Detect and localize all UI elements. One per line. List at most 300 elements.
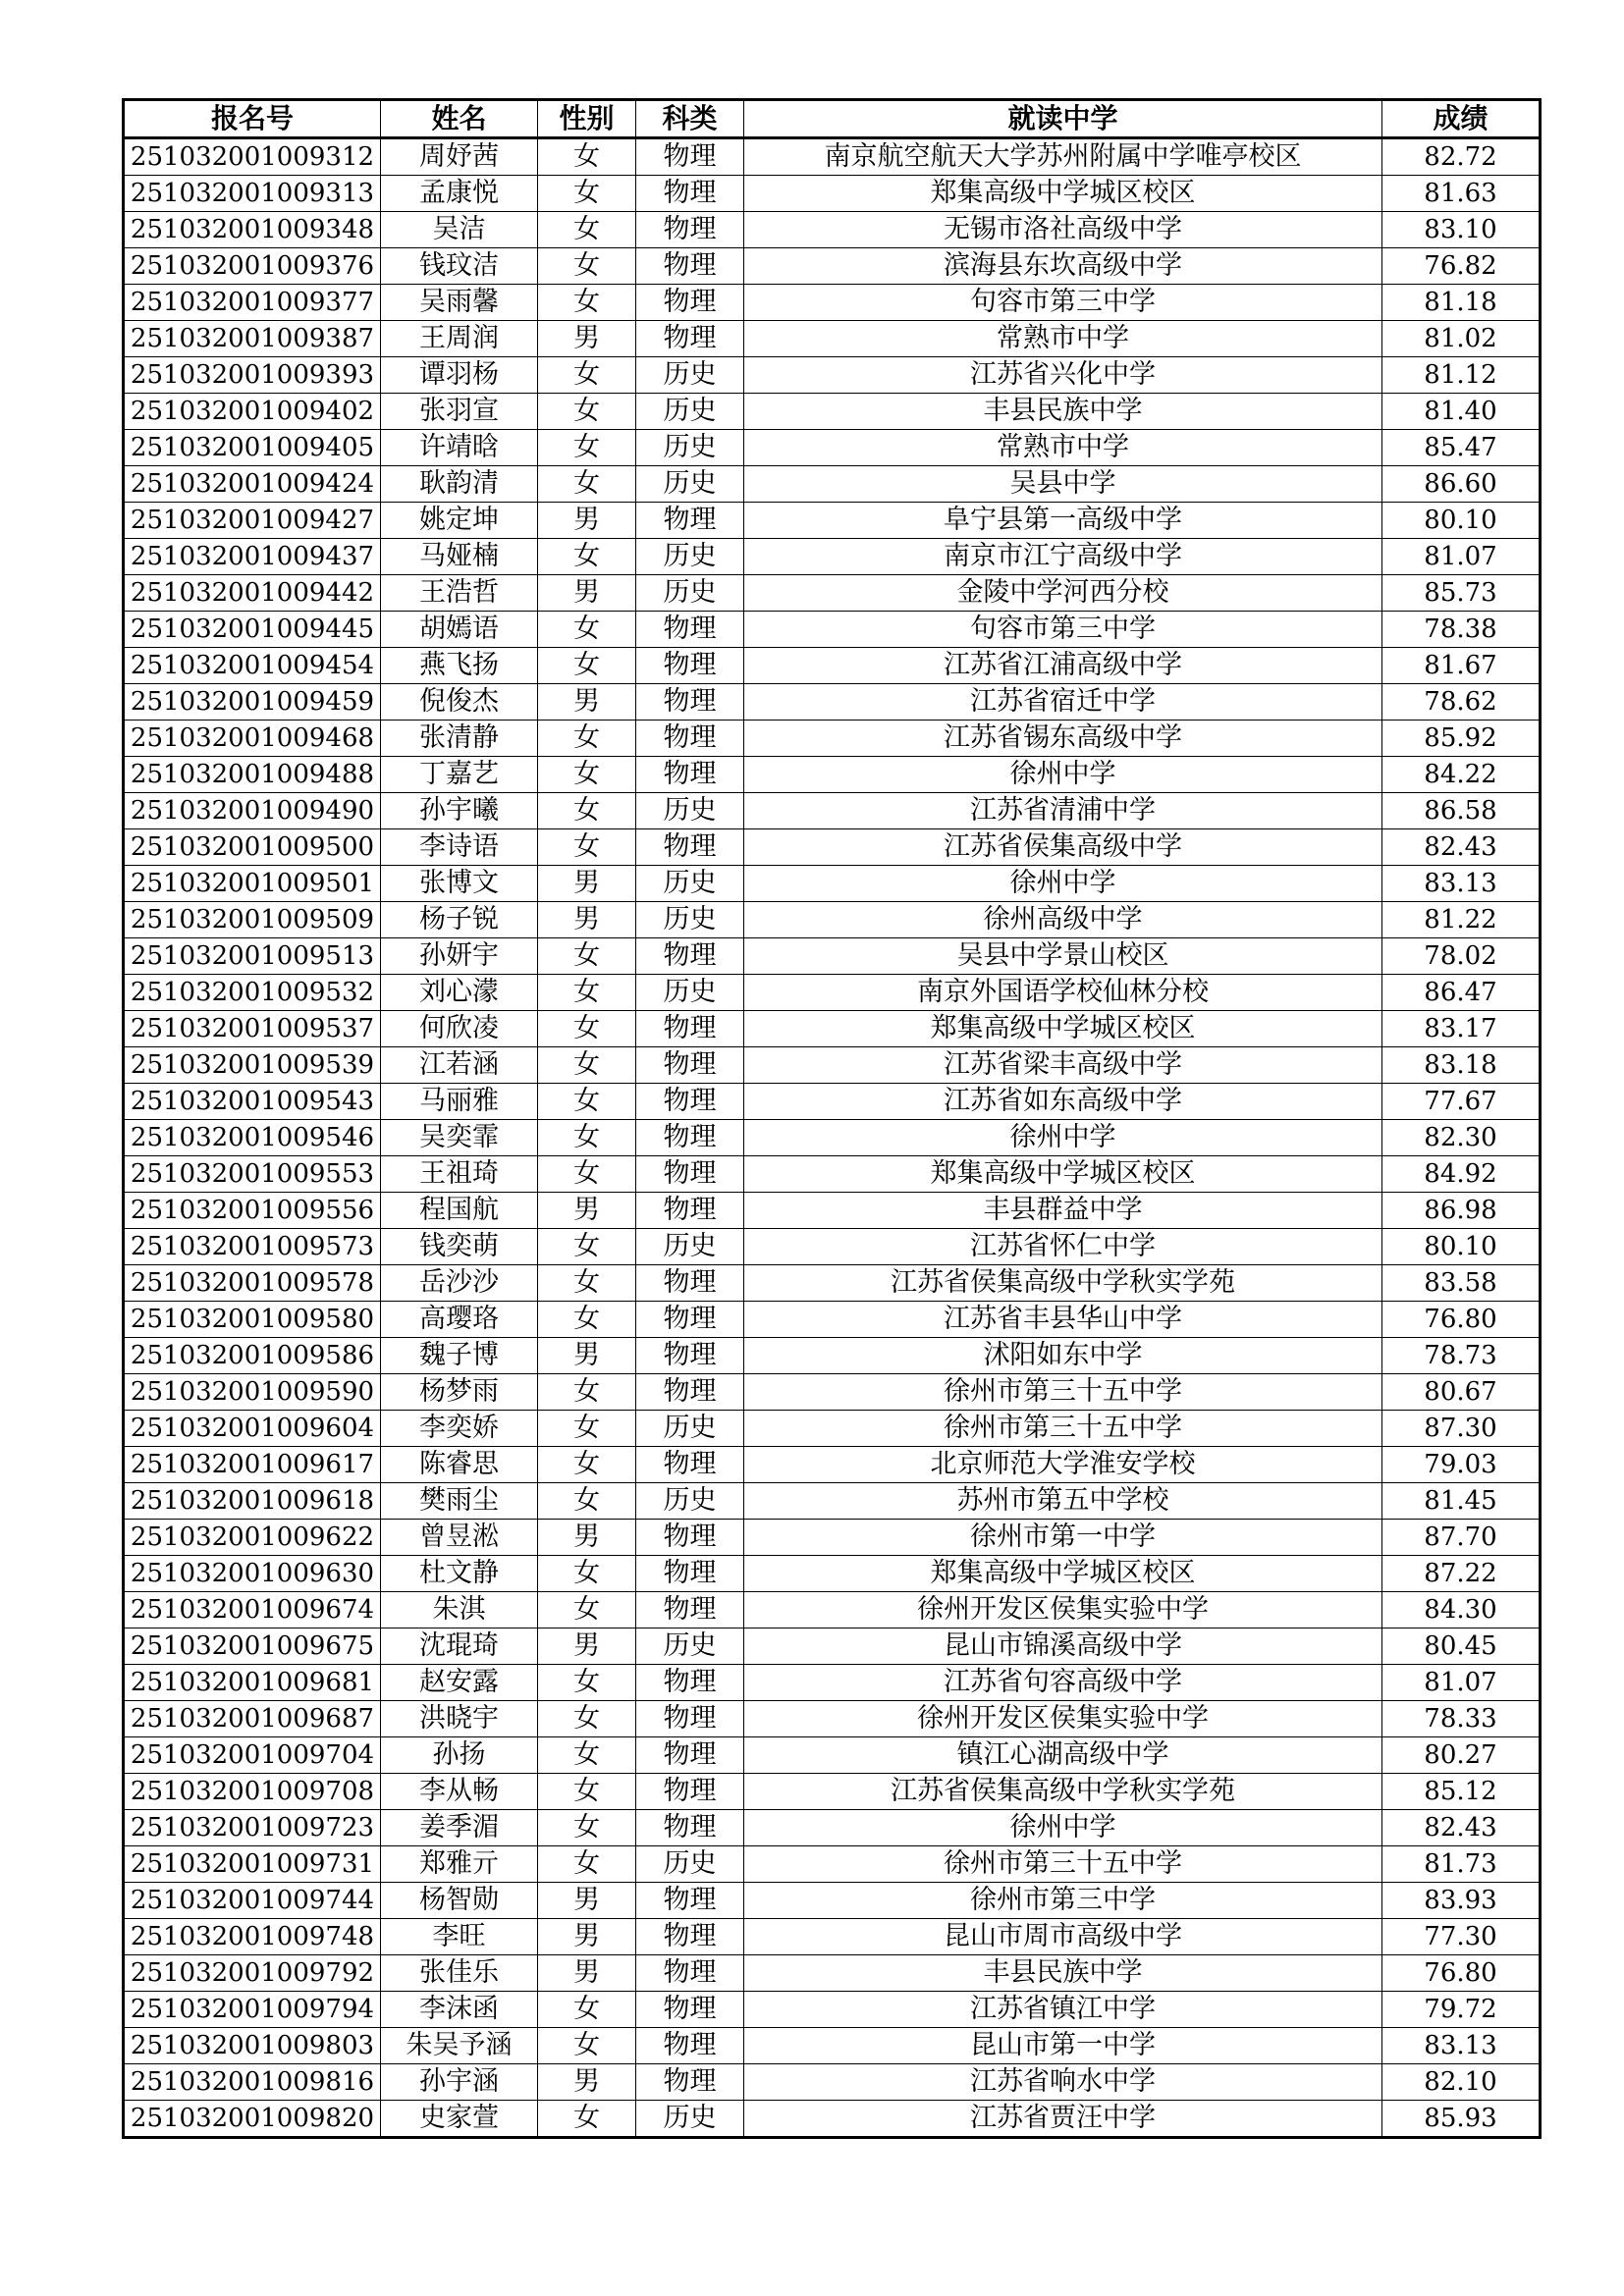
subject-track-cell: 历史 [636, 430, 744, 466]
subject-track-cell: 历史 [636, 1846, 744, 1883]
school-cell: 徐州市第三十五中学 [744, 1846, 1382, 1883]
score-cell: 86.58 [1382, 793, 1541, 829]
subject-track-cell: 物理 [636, 684, 744, 721]
school-cell: 南京外国语学校仙林分校 [744, 975, 1382, 1011]
subject-track-cell: 物理 [636, 1919, 744, 1955]
subject-track-cell: 物理 [636, 138, 744, 176]
school-cell: 吴县中学 [744, 466, 1382, 503]
table-row [124, 1411, 1541, 1447]
gender-cell: 女 [538, 1265, 636, 1302]
name-cell: 吴奕霏 [381, 1120, 538, 1156]
table-row [124, 1047, 1541, 1084]
school-cell: 徐州中学 [744, 1120, 1382, 1156]
gender-cell: 男 [538, 1338, 636, 1374]
table-body [124, 138, 1541, 2138]
registration-number-cell: 251032001009442 [124, 575, 381, 612]
subject-track-cell: 物理 [636, 1556, 744, 1592]
school-cell: 江苏省丰县华山中学 [744, 1302, 1382, 1338]
subject-track-cell: 物理 [636, 176, 744, 212]
school-cell: 金陵中学河西分校 [744, 575, 1382, 612]
school-cell: 南京航空航天大学苏州附属中学唯亭校区 [744, 138, 1382, 176]
gender-cell: 女 [538, 1047, 636, 1084]
table-row [124, 721, 1541, 757]
subject-track-cell: 物理 [636, 248, 744, 285]
subject-track-cell: 物理 [636, 1447, 744, 1483]
name-cell: 李旺 [381, 1919, 538, 1955]
score-cell: 86.98 [1382, 1193, 1541, 1229]
subject-track-cell: 物理 [636, 1374, 744, 1411]
school-cell: 江苏省如东高级中学 [744, 1084, 1382, 1120]
table-row [124, 1483, 1541, 1520]
registration-number-cell: 251032001009820 [124, 2101, 381, 2138]
table-row [124, 1774, 1541, 1810]
name-cell: 张清静 [381, 721, 538, 757]
gender-cell: 女 [538, 1592, 636, 1629]
school-cell: 丰县民族中学 [744, 1955, 1382, 1992]
subject-track-cell: 历史 [636, 394, 744, 430]
score-cell: 80.10 [1382, 503, 1541, 539]
gender-cell: 女 [538, 394, 636, 430]
gender-cell: 女 [538, 829, 636, 866]
score-cell: 81.18 [1382, 285, 1541, 321]
table-row [124, 757, 1541, 793]
school-cell: 江苏省贾汪中学 [744, 2101, 1382, 2138]
name-cell: 杨智勋 [381, 1883, 538, 1919]
subject-track-cell: 历史 [636, 357, 744, 394]
table-row [124, 1229, 1541, 1265]
roster-table [122, 98, 1542, 2139]
gender-cell: 女 [538, 612, 636, 648]
name-cell: 赵安露 [381, 1665, 538, 1701]
table-row [124, 212, 1541, 248]
name-cell: 江若涵 [381, 1047, 538, 1084]
table-row [124, 466, 1541, 503]
score-cell: 84.30 [1382, 1592, 1541, 1629]
school-cell: 江苏省侯集高级中学秋实学苑 [744, 1774, 1382, 1810]
table-row [124, 1338, 1541, 1374]
table-row [124, 2101, 1541, 2138]
registration-number-cell: 251032001009617 [124, 1447, 381, 1483]
school-cell: 郑集高级中学城区校区 [744, 1156, 1382, 1193]
gender-cell: 女 [538, 1302, 636, 1338]
gender-cell: 女 [538, 248, 636, 285]
registration-number-cell: 251032001009543 [124, 1084, 381, 1120]
registration-number-cell: 251032001009586 [124, 1338, 381, 1374]
score-cell: 87.22 [1382, 1556, 1541, 1592]
subject-track-cell: 物理 [636, 2064, 744, 2101]
score-cell: 85.93 [1382, 2101, 1541, 2138]
score-cell: 77.30 [1382, 1919, 1541, 1955]
school-cell: 江苏省侯集高级中学秋实学苑 [744, 1265, 1382, 1302]
table-row [124, 1265, 1541, 1302]
score-cell: 85.12 [1382, 1774, 1541, 1810]
registration-number-cell: 251032001009618 [124, 1483, 381, 1520]
table-row [124, 684, 1541, 721]
subject-track-cell: 物理 [636, 2028, 744, 2064]
name-cell: 李诗语 [381, 829, 538, 866]
school-cell: 徐州开发区侯集实验中学 [744, 1701, 1382, 1737]
gender-cell: 女 [538, 648, 636, 684]
table-row [124, 1447, 1541, 1483]
name-cell: 王祖琦 [381, 1156, 538, 1193]
name-cell: 李从畅 [381, 1774, 538, 1810]
score-cell: 78.38 [1382, 612, 1541, 648]
name-cell: 王周润 [381, 321, 538, 357]
school-cell: 郑集高级中学城区校区 [744, 1556, 1382, 1592]
subject-track-cell: 历史 [636, 539, 744, 575]
school-cell: 常熟市中学 [744, 430, 1382, 466]
table-row [124, 1883, 1541, 1919]
gender-cell: 女 [538, 539, 636, 575]
gender-cell: 女 [538, 285, 636, 321]
name-cell: 倪俊杰 [381, 684, 538, 721]
registration-number-cell: 251032001009748 [124, 1919, 381, 1955]
score-cell: 82.43 [1382, 829, 1541, 866]
gender-cell: 男 [538, 902, 636, 938]
gender-cell: 女 [538, 1156, 636, 1193]
name-cell: 姜季湄 [381, 1810, 538, 1846]
registration-number-cell: 251032001009553 [124, 1156, 381, 1193]
gender-cell: 女 [538, 1737, 636, 1774]
registration-number-cell: 251032001009556 [124, 1193, 381, 1229]
school-cell: 丰县群益中学 [744, 1193, 1382, 1229]
subject-track-cell: 历史 [636, 1411, 744, 1447]
gender-cell: 女 [538, 721, 636, 757]
subject-track-cell: 物理 [636, 648, 744, 684]
subject-track-cell: 物理 [636, 829, 744, 866]
subject-track-cell: 物理 [636, 1302, 744, 1338]
score-cell: 80.45 [1382, 1629, 1541, 1665]
table-row [124, 248, 1541, 285]
score-cell: 83.13 [1382, 866, 1541, 902]
table-row [124, 1955, 1541, 1992]
score-cell: 81.07 [1382, 539, 1541, 575]
table-row [124, 1302, 1541, 1338]
registration-number-cell: 251032001009604 [124, 1411, 381, 1447]
subject-track-cell: 物理 [636, 1810, 744, 1846]
name-cell: 刘心濛 [381, 975, 538, 1011]
subject-track-cell: 物理 [636, 1992, 744, 2028]
name-cell: 谭羽杨 [381, 357, 538, 394]
gender-cell: 女 [538, 1229, 636, 1265]
school-cell: 江苏省响水中学 [744, 2064, 1382, 2101]
subject-track-cell: 物理 [636, 757, 744, 793]
table-row [124, 793, 1541, 829]
school-cell: 阜宁县第一高级中学 [744, 503, 1382, 539]
gender-cell: 女 [538, 138, 636, 176]
school-cell: 句容市第三中学 [744, 285, 1382, 321]
score-cell: 85.92 [1382, 721, 1541, 757]
registration-number-cell: 251032001009546 [124, 1120, 381, 1156]
subject-track-cell: 物理 [636, 1265, 744, 1302]
school-cell: 徐州高级中学 [744, 902, 1382, 938]
gender-cell: 女 [538, 2028, 636, 2064]
school-cell: 常熟市中学 [744, 321, 1382, 357]
table-row [124, 1592, 1541, 1629]
gender-cell: 女 [538, 212, 636, 248]
score-cell: 82.72 [1382, 138, 1541, 176]
registration-number-cell: 251032001009723 [124, 1810, 381, 1846]
table-row [124, 612, 1541, 648]
registration-number-cell: 251032001009590 [124, 1374, 381, 1411]
score-cell: 82.10 [1382, 2064, 1541, 2101]
registration-number-cell: 251032001009405 [124, 430, 381, 466]
gender-cell: 女 [538, 938, 636, 975]
table-row [124, 1520, 1541, 1556]
gender-cell: 男 [538, 1629, 636, 1665]
name-cell: 张博文 [381, 866, 538, 902]
header-score: 成绩 [1382, 100, 1541, 138]
gender-cell: 男 [538, 1520, 636, 1556]
registration-number-cell: 251032001009468 [124, 721, 381, 757]
subject-track-cell: 物理 [636, 285, 744, 321]
gender-cell: 男 [538, 1193, 636, 1229]
registration-number-cell: 251032001009532 [124, 975, 381, 1011]
registration-number-cell: 251032001009387 [124, 321, 381, 357]
name-cell: 胡嫣语 [381, 612, 538, 648]
registration-number-cell: 251032001009513 [124, 938, 381, 975]
name-cell: 吴洁 [381, 212, 538, 248]
table-row [124, 938, 1541, 975]
subject-track-cell: 历史 [636, 575, 744, 612]
name-cell: 陈睿思 [381, 1447, 538, 1483]
subject-track-cell: 物理 [636, 1520, 744, 1556]
score-cell: 81.73 [1382, 1846, 1541, 1883]
subject-track-cell: 物理 [636, 938, 744, 975]
score-cell: 81.67 [1382, 648, 1541, 684]
score-cell: 80.67 [1382, 1374, 1541, 1411]
score-cell: 78.73 [1382, 1338, 1541, 1374]
gender-cell: 男 [538, 1919, 636, 1955]
table-row [124, 321, 1541, 357]
score-cell: 78.62 [1382, 684, 1541, 721]
registration-number-cell: 251032001009708 [124, 1774, 381, 1810]
name-cell: 沈琨琦 [381, 1629, 538, 1665]
gender-cell: 女 [538, 1556, 636, 1592]
gender-cell: 女 [538, 793, 636, 829]
score-cell: 85.73 [1382, 575, 1541, 612]
table-row [124, 539, 1541, 575]
table-row [124, 2028, 1541, 2064]
gender-cell: 女 [538, 1120, 636, 1156]
name-cell: 洪晓宇 [381, 1701, 538, 1737]
school-cell: 丰县民族中学 [744, 394, 1382, 430]
name-cell: 孙宇涵 [381, 2064, 538, 2101]
school-cell: 江苏省怀仁中学 [744, 1229, 1382, 1265]
name-cell: 王浩哲 [381, 575, 538, 612]
table-row [124, 1629, 1541, 1665]
registration-number-cell: 251032001009816 [124, 2064, 381, 2101]
score-cell: 83.58 [1382, 1265, 1541, 1302]
header-name: 姓名 [381, 100, 538, 138]
registration-number-cell: 251032001009500 [124, 829, 381, 866]
table-row [124, 1810, 1541, 1846]
score-cell: 81.40 [1382, 394, 1541, 430]
gender-cell: 女 [538, 1701, 636, 1737]
score-cell: 83.18 [1382, 1047, 1541, 1084]
registration-number-cell: 251032001009393 [124, 357, 381, 394]
name-cell: 郑雅亓 [381, 1846, 538, 1883]
subject-track-cell: 物理 [636, 1120, 744, 1156]
registration-number-cell: 251032001009312 [124, 138, 381, 176]
name-cell: 何欣凌 [381, 1011, 538, 1047]
school-cell: 昆山市锦溪高级中学 [744, 1629, 1382, 1665]
registration-number-cell: 251032001009501 [124, 866, 381, 902]
table-row [124, 1665, 1541, 1701]
school-cell: 苏州市第五中学校 [744, 1483, 1382, 1520]
school-cell: 江苏省侯集高级中学 [744, 829, 1382, 866]
registration-number-cell: 251032001009377 [124, 285, 381, 321]
school-cell: 徐州中学 [744, 1810, 1382, 1846]
subject-track-cell: 历史 [636, 1229, 744, 1265]
school-cell: 昆山市第一中学 [744, 2028, 1382, 2064]
gender-cell: 女 [538, 466, 636, 503]
name-cell: 耿韵清 [381, 466, 538, 503]
gender-cell: 女 [538, 1483, 636, 1520]
name-cell: 钱奕萌 [381, 1229, 538, 1265]
name-cell: 吴雨馨 [381, 285, 538, 321]
table-row [124, 1846, 1541, 1883]
school-cell: 江苏省镇江中学 [744, 1992, 1382, 2028]
name-cell: 姚定坤 [381, 503, 538, 539]
subject-track-cell: 物理 [636, 321, 744, 357]
registration-number-cell: 251032001009573 [124, 1229, 381, 1265]
gender-cell: 男 [538, 503, 636, 539]
name-cell: 魏子博 [381, 1338, 538, 1374]
gender-cell: 女 [538, 357, 636, 394]
registration-number-cell: 251032001009622 [124, 1520, 381, 1556]
name-cell: 程国航 [381, 1193, 538, 1229]
subject-track-cell: 物理 [636, 1737, 744, 1774]
table-row [124, 430, 1541, 466]
gender-cell: 男 [538, 575, 636, 612]
school-cell: 江苏省清浦中学 [744, 793, 1382, 829]
registration-number-cell: 251032001009402 [124, 394, 381, 430]
score-cell: 87.30 [1382, 1411, 1541, 1447]
registration-number-cell: 251032001009674 [124, 1592, 381, 1629]
score-cell: 85.47 [1382, 430, 1541, 466]
school-cell: 吴县中学景山校区 [744, 938, 1382, 975]
subject-track-cell: 历史 [636, 975, 744, 1011]
table-row [124, 829, 1541, 866]
score-cell: 83.17 [1382, 1011, 1541, 1047]
name-cell: 孟康悦 [381, 176, 538, 212]
registration-number-cell: 251032001009578 [124, 1265, 381, 1302]
registration-number-cell: 251032001009445 [124, 612, 381, 648]
gender-cell: 男 [538, 866, 636, 902]
school-cell: 滨海县东坎高级中学 [744, 248, 1382, 285]
table-row [124, 902, 1541, 938]
subject-track-cell: 历史 [636, 1629, 744, 1665]
school-cell: 郑集高级中学城区校区 [744, 176, 1382, 212]
table-row [124, 648, 1541, 684]
score-cell: 81.02 [1382, 321, 1541, 357]
table-row [124, 176, 1541, 212]
registration-number-cell: 251032001009630 [124, 1556, 381, 1592]
subject-track-cell: 物理 [636, 1047, 744, 1084]
registration-number-cell: 251032001009424 [124, 466, 381, 503]
score-cell: 81.07 [1382, 1665, 1541, 1701]
name-cell: 朱淇 [381, 1592, 538, 1629]
gender-cell: 男 [538, 1955, 636, 1992]
score-cell: 81.12 [1382, 357, 1541, 394]
subject-track-cell: 物理 [636, 503, 744, 539]
name-cell: 燕飞扬 [381, 648, 538, 684]
score-cell: 83.13 [1382, 2028, 1541, 2064]
table-row [124, 1193, 1541, 1229]
subject-track-cell: 物理 [636, 1084, 744, 1120]
gender-cell: 女 [538, 757, 636, 793]
name-cell: 朱吴予涵 [381, 2028, 538, 2064]
name-cell: 马丽雅 [381, 1084, 538, 1120]
table-row [124, 2064, 1541, 2101]
school-cell: 句容市第三中学 [744, 612, 1382, 648]
gender-cell: 女 [538, 1774, 636, 1810]
subject-track-cell: 物理 [636, 1156, 744, 1193]
registration-number-cell: 251032001009459 [124, 684, 381, 721]
subject-track-cell: 历史 [636, 866, 744, 902]
school-cell: 镇江心湖高级中学 [744, 1737, 1382, 1774]
name-cell: 张羽宣 [381, 394, 538, 430]
name-cell: 杜文静 [381, 1556, 538, 1592]
score-cell: 79.03 [1382, 1447, 1541, 1483]
gender-cell: 女 [538, 430, 636, 466]
table-row [124, 1701, 1541, 1737]
school-cell: 无锡市洛社高级中学 [744, 212, 1382, 248]
gender-cell: 男 [538, 321, 636, 357]
table-row [124, 1556, 1541, 1592]
score-cell: 81.45 [1382, 1483, 1541, 1520]
subject-track-cell: 历史 [636, 1483, 744, 1520]
name-cell: 孙妍宇 [381, 938, 538, 975]
registration-number-cell: 251032001009509 [124, 902, 381, 938]
name-cell: 史家萱 [381, 2101, 538, 2138]
gender-cell: 女 [538, 176, 636, 212]
header-registration-number: 报名号 [124, 100, 381, 138]
school-cell: 江苏省锡东高级中学 [744, 721, 1382, 757]
score-cell: 77.67 [1382, 1084, 1541, 1120]
school-cell: 沭阳如东中学 [744, 1338, 1382, 1374]
subject-track-cell: 历史 [636, 466, 744, 503]
registration-number-cell: 251032001009490 [124, 793, 381, 829]
gender-cell: 女 [538, 1011, 636, 1047]
registration-number-cell: 251032001009539 [124, 1047, 381, 1084]
name-cell: 丁嘉艺 [381, 757, 538, 793]
gender-cell: 女 [538, 1447, 636, 1483]
name-cell: 钱玟洁 [381, 248, 538, 285]
table-row [124, 575, 1541, 612]
name-cell: 李奕娇 [381, 1411, 538, 1447]
registration-number-cell: 251032001009704 [124, 1737, 381, 1774]
name-cell: 樊雨尘 [381, 1483, 538, 1520]
school-cell: 江苏省句容高级中学 [744, 1665, 1382, 1701]
registration-number-cell: 251032001009803 [124, 2028, 381, 2064]
header-gender: 性别 [538, 100, 636, 138]
subject-track-cell: 历史 [636, 793, 744, 829]
table-row [124, 1374, 1541, 1411]
subject-track-cell: 物理 [636, 1955, 744, 1992]
registration-number-cell: 251032001009437 [124, 539, 381, 575]
score-cell: 80.10 [1382, 1229, 1541, 1265]
table-row [124, 357, 1541, 394]
table-row [124, 285, 1541, 321]
registration-number-cell: 251032001009731 [124, 1846, 381, 1883]
gender-cell: 男 [538, 2064, 636, 2101]
gender-cell: 女 [538, 2101, 636, 2138]
table-row [124, 394, 1541, 430]
registration-number-cell: 251032001009792 [124, 1955, 381, 1992]
name-cell: 孙扬 [381, 1737, 538, 1774]
